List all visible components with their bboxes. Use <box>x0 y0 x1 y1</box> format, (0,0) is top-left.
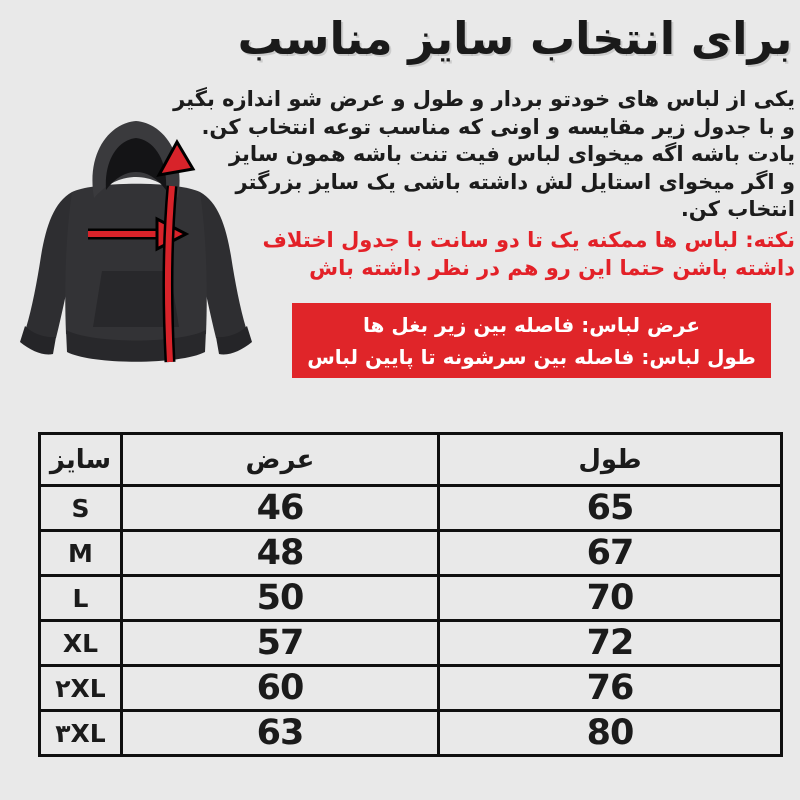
length-cell: 76 <box>439 666 782 711</box>
size-cell: ۳XL <box>40 711 122 756</box>
hoodie-illustration <box>0 108 272 380</box>
width-cell: 46 <box>122 486 439 531</box>
length-cell: 70 <box>439 576 782 621</box>
intro-text <box>173 86 795 224</box>
width-cell: 50 <box>122 576 439 621</box>
length-definition: طول لباس: فاصله بین سرشونه تا پایین لباس <box>307 344 756 369</box>
intro-line: یکی از لباس های خودتو بردار و طول و عرض شو اندازه بگیر <box>173 87 795 111</box>
note-line: داشته باشن حتما این رو هم در نظر داشته باش <box>309 255 795 280</box>
length-cell: 72 <box>439 621 782 666</box>
width-cell: 63 <box>122 711 439 756</box>
size-cell: ۲XL <box>40 666 122 711</box>
width-cell: 57 <box>122 621 439 666</box>
table-row <box>40 621 782 666</box>
width-cell: 48 <box>122 531 439 576</box>
size-cell: S <box>40 486 122 531</box>
definition-box <box>292 303 771 378</box>
size-cell: XL <box>40 621 122 666</box>
intro-line: یادت باشه اگه میخوای لباس فیت تنت باشه همون سایز <box>228 142 795 166</box>
width-definition: عرض لباس: فاصله بین زیر بغل ها <box>363 312 700 337</box>
hoodie-image <box>0 108 272 380</box>
size-cell: L <box>40 576 122 621</box>
note-text <box>262 227 795 282</box>
length-cell: 65 <box>439 486 782 531</box>
length-cell: 80 <box>439 711 782 756</box>
table-header-row <box>40 434 782 486</box>
intro-line: انتخاب کن. <box>680 197 795 221</box>
size-cell: M <box>40 531 122 576</box>
size-table <box>38 432 783 757</box>
header-length: طول <box>439 434 782 486</box>
length-cell: 67 <box>439 531 782 576</box>
page-title: برای انتخاب سایز مناسب <box>237 12 793 65</box>
table-row <box>40 486 782 531</box>
header-size: سایز <box>40 434 122 486</box>
header-width: عرض <box>122 434 439 486</box>
table-row <box>40 576 782 621</box>
intro-line: و با جدول زیر مقایسه و اونی که مناسب توعه انتخاب کن. <box>201 114 795 139</box>
note-line: نکته: لباس ها ممکنه یک تا دو سانت با جدول اختلاف <box>262 228 795 252</box>
table-row <box>40 531 782 576</box>
table-row <box>40 666 782 711</box>
intro-line: و اگر میخوای استایل لش داشته باشی یک سایز بزرگتر <box>235 169 795 194</box>
table-row <box>40 711 782 756</box>
width-cell: 60 <box>122 666 439 711</box>
